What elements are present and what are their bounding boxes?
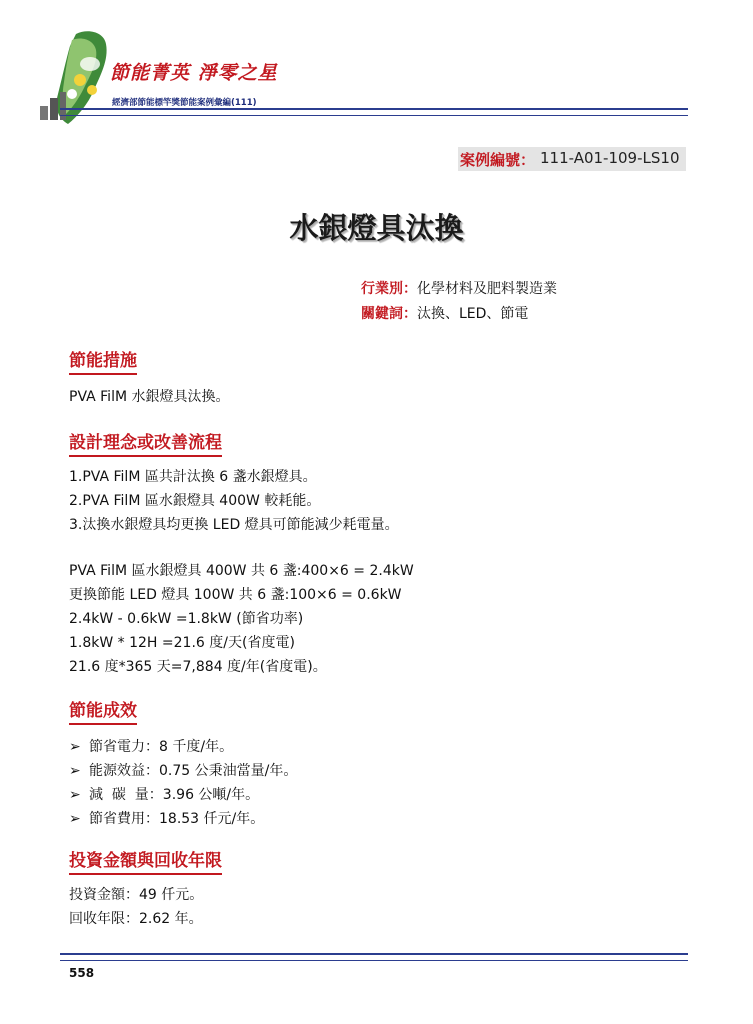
design-line: 1.PVA FilM 區共計汰換 6 盞水銀燈具。	[69, 469, 317, 485]
header-rule	[60, 108, 688, 116]
investment-line: 回收年限：2.62 年。	[69, 911, 203, 927]
result-text: 減 碳 量：3.96 公噸/年。	[89, 787, 260, 803]
arrow-bullet-icon: ➢	[69, 787, 81, 803]
logo-title: 節能菁英 淨零之星	[110, 62, 278, 84]
industry-row	[361, 278, 557, 298]
result-text: 節省電力：8 千度/年。	[89, 739, 234, 755]
design-line: 1.8kW * 12H =21.6 度/天(省度電)	[69, 635, 295, 651]
page-number: 558	[69, 966, 95, 980]
logo-subtitle: 經濟部節能標竿獎節能案例彙編(111)	[112, 98, 257, 108]
arrow-bullet-icon: ➢	[69, 739, 81, 755]
keyword-label: 關鍵詞：	[361, 306, 417, 322]
result-item	[69, 808, 264, 828]
design-line: 2.4kW - 0.6kW =1.8kW (節省功率)	[69, 611, 304, 627]
measures-line: PVA FilM 水銀燈具汰換。	[69, 389, 230, 405]
investment-line: 投資金額：49 仟元。	[69, 887, 204, 903]
industry-label: 行業別：	[361, 281, 417, 297]
section-heading-investment: 投資金額與回收年限	[69, 846, 222, 875]
design-line: 21.6 度*365 天=7,884 度/年(省度電)。	[69, 659, 327, 675]
arrow-bullet-icon: ➢	[69, 811, 81, 827]
arrow-bullet-icon: ➢	[69, 763, 81, 779]
case-number-value: 111-A01-109-LS10	[540, 149, 680, 167]
footer-rule	[60, 953, 688, 961]
result-text: 能源效益：0.75 公秉油當量/年。	[89, 763, 298, 779]
design-line: 2.PVA FilM 區水銀燈具 400W 較耗能。	[69, 493, 321, 509]
industry-value: 化學材料及肥料製造業	[417, 281, 557, 297]
section-heading-measures: 節能措施	[69, 346, 137, 375]
page-title: 水銀燈具汰換	[289, 211, 464, 245]
design-line: 3.汰換水銀燈具均更換 LED 燈具可節能減少耗電量。	[69, 517, 399, 533]
section-heading-results: 節能成效	[69, 696, 137, 725]
section-heading-design: 設計理念或改善流程	[69, 428, 222, 457]
design-line: PVA FilM 區水銀燈具 400W 共 6 盞:400×6 = 2.4kW	[69, 563, 414, 579]
result-text: 節省費用：18.53 仟元/年。	[89, 811, 265, 827]
keyword-row	[361, 303, 528, 323]
result-item	[69, 760, 297, 780]
design-line: 更換節能 LED 燈具 100W 共 6 盞:100×6 = 0.6kW	[69, 587, 402, 603]
case-number-label: 案例編號：	[460, 151, 536, 169]
result-item	[69, 736, 233, 756]
keyword-value: 汰換、LED、節電	[417, 306, 529, 322]
result-item	[69, 784, 259, 804]
